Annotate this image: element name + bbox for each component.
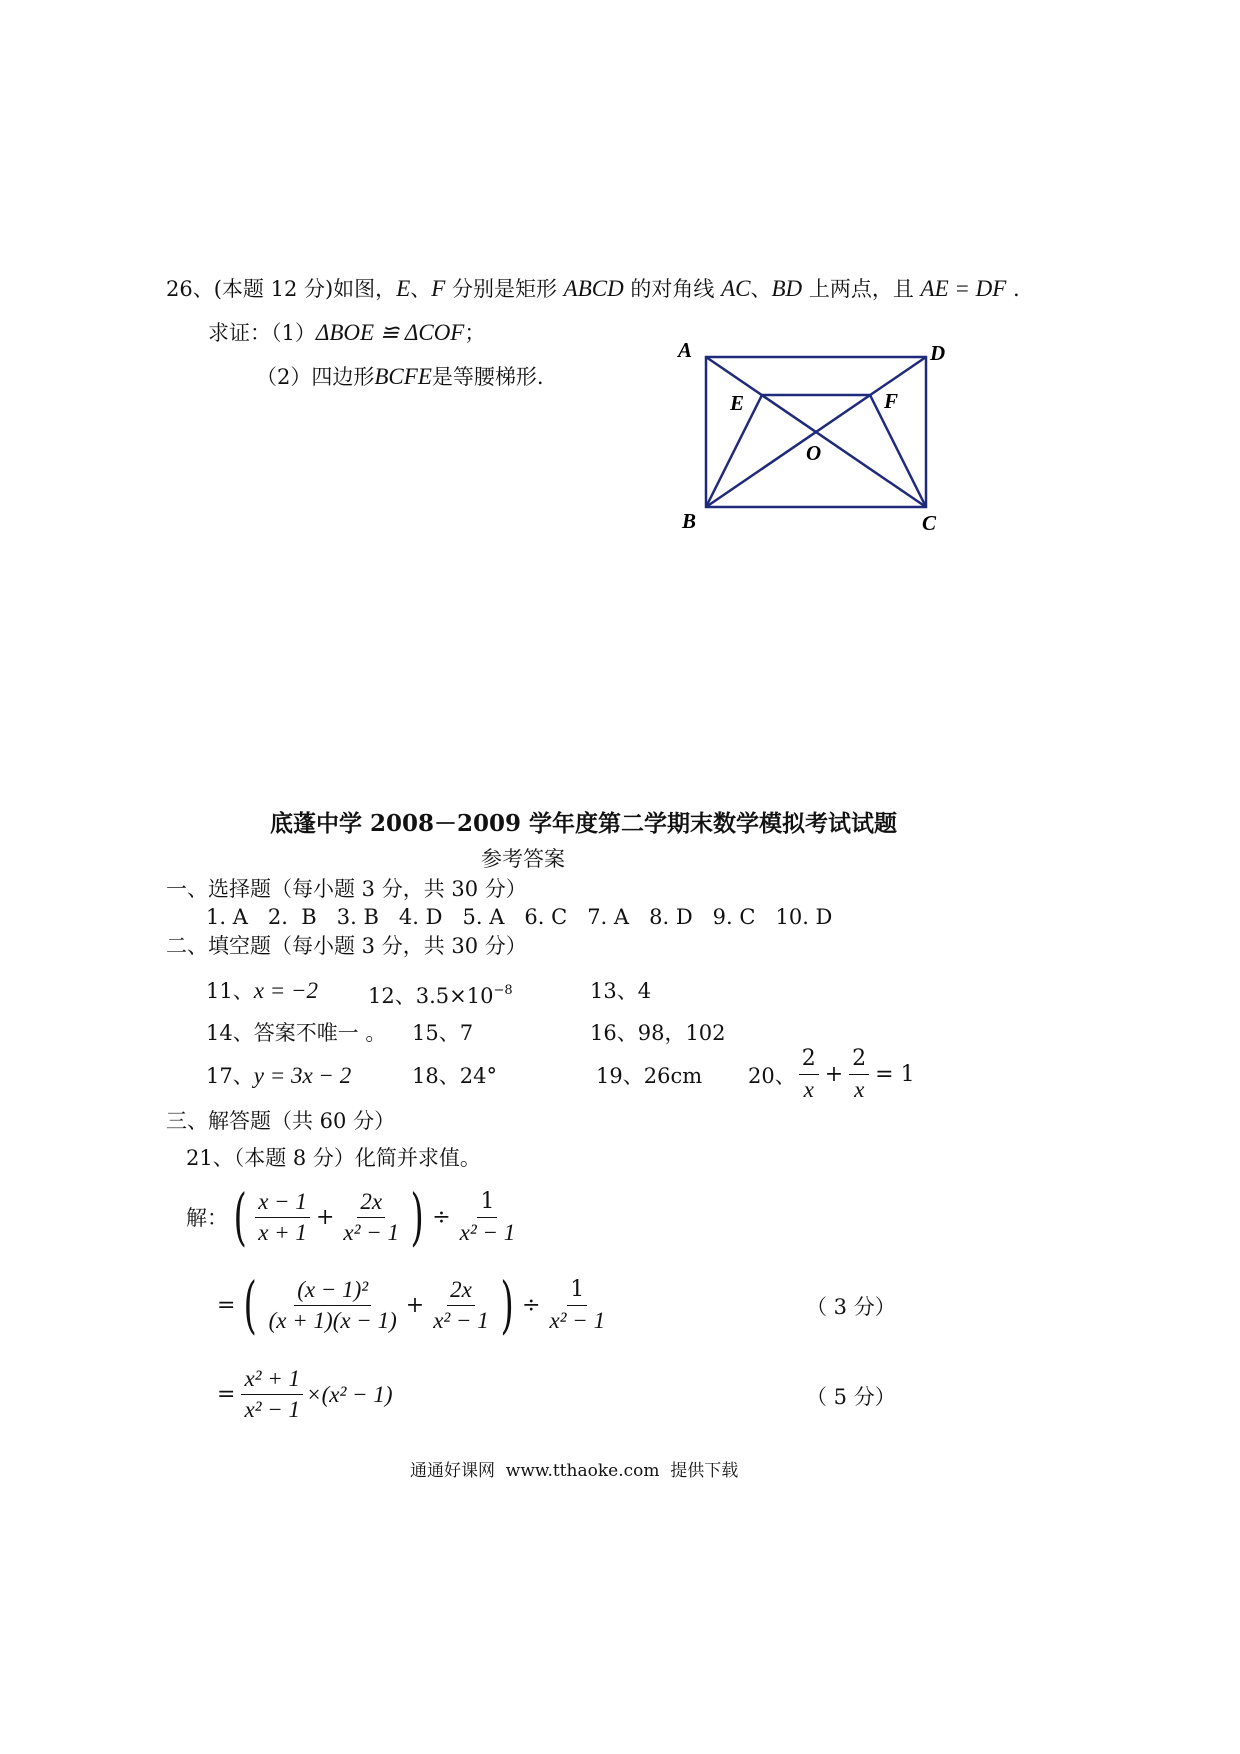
separator: 、	[750, 277, 772, 301]
answer-11-expr: x = −2	[253, 978, 318, 1003]
label-c: C	[922, 511, 937, 535]
right-paren: )	[500, 1268, 514, 1341]
answer-16: 16、98，102	[590, 1021, 726, 1045]
denominator: x² − 1	[244, 1397, 301, 1422]
var-bd: BD	[771, 276, 803, 301]
fraction	[849, 1046, 869, 1103]
prove-1-expr: ΔBOE ≌ ΔCOF	[315, 320, 465, 345]
plus-sign: +	[405, 1292, 425, 1318]
denominator: x² − 1	[433, 1307, 489, 1333]
answer-12-label: 12、	[368, 984, 416, 1008]
answer-17	[206, 1062, 351, 1090]
var-e: E	[396, 276, 411, 301]
answer-subtitle: 参考答案	[481, 847, 565, 871]
fraction	[255, 1189, 310, 1246]
denominator: x + 1	[258, 1219, 307, 1245]
numerator: 2x	[357, 1189, 385, 1218]
answer-15: 15、7	[412, 1021, 474, 1045]
fraction	[266, 1277, 400, 1334]
numerator: x² + 1	[241, 1366, 303, 1395]
numerator: 1	[567, 1277, 587, 1306]
denominator: x	[854, 1077, 865, 1102]
rectangle-figure	[668, 330, 968, 545]
q26-text-mid3: 上两点，且	[802, 277, 921, 301]
score-3: （ 3 分）	[806, 1295, 896, 1319]
label-e: E	[730, 391, 745, 415]
solution-step-3	[214, 1366, 393, 1423]
divide-sign: ÷	[522, 1292, 541, 1318]
answer-11-label: 11、	[206, 979, 254, 1003]
answer-20-label: 20、	[748, 1063, 796, 1088]
var-abcd: ABCD	[563, 276, 624, 301]
answer-17-expr: y = 3x − 2	[253, 1063, 352, 1088]
answer-18: 18、24°	[412, 1064, 497, 1088]
answer-12	[368, 977, 513, 1010]
label-b: B	[682, 509, 697, 533]
label-d: D	[930, 341, 946, 365]
numerator: 2x	[447, 1277, 475, 1306]
label-a: A	[678, 338, 693, 362]
section-2-heading: 二、填空题（每小题 3 分，共 30 分）	[166, 934, 527, 958]
numerator: 1	[477, 1189, 497, 1218]
section-1-heading: 一、选择题（每小题 3 分，共 30 分）	[166, 877, 527, 901]
denominator: x² − 1	[459, 1219, 516, 1245]
question-21: 21、（本题 8 分）化简并求值。	[186, 1146, 481, 1170]
equals-sign: =	[217, 1382, 236, 1407]
right-paren: )	[410, 1180, 424, 1253]
left-paren: (	[243, 1268, 258, 1341]
q26-text-mid: 分别是矩形	[445, 277, 564, 301]
answer-11	[206, 977, 318, 1005]
separator: 、	[410, 277, 432, 301]
numerator: 2	[799, 1046, 819, 1075]
prove-2-end: 是等腰梯形.	[431, 365, 544, 389]
fraction	[241, 1366, 303, 1423]
answer-17-label: 17、	[206, 1064, 254, 1088]
prove-2-prefix: （2）四边形	[256, 365, 375, 389]
times-expr: ×(x² − 1)	[306, 1381, 393, 1407]
prove-prefix: 求证：（1）	[208, 321, 316, 345]
denominator: x² − 1	[343, 1219, 399, 1245]
left-paren: (	[233, 1180, 247, 1253]
answer-13: 13、4	[590, 979, 652, 1003]
var-f: F	[431, 276, 446, 301]
numerator: (x − 1)²	[294, 1277, 371, 1306]
score-5: （ 5 分）	[806, 1385, 896, 1409]
divide-sign: ÷	[432, 1204, 451, 1230]
choice-answers: 1. A 2. B 3. B 4. D 5. A 6. C 7. A 8. D 9. C 10. D	[206, 905, 833, 929]
q26-end: .	[1006, 277, 1020, 301]
q26-prove-2	[256, 363, 544, 391]
fraction	[430, 1277, 492, 1334]
answer-12-exp: −8	[493, 983, 513, 998]
fraction	[546, 1277, 608, 1334]
fraction	[340, 1189, 402, 1246]
plus-sign: +	[824, 1062, 844, 1087]
label-f: F	[884, 389, 899, 413]
prove-1-end: ；	[464, 321, 486, 345]
equals-sign: =	[217, 1292, 236, 1318]
q26-intro: 26、(本题 12 分)如图，	[166, 277, 397, 301]
q26-text-mid2: 的对角线	[623, 277, 722, 301]
var-eq: AE = DF	[920, 276, 1007, 301]
solution-step-1	[186, 1180, 521, 1253]
fraction	[799, 1046, 819, 1103]
label-o: O	[806, 441, 822, 465]
answer-20	[748, 1046, 918, 1103]
fraction	[457, 1189, 519, 1246]
answer-19: 19、26cm	[596, 1064, 703, 1088]
section-3-heading: 三、解答题（共 60 分）	[166, 1109, 396, 1133]
footer-text: 通通好课网 www.tthaoke.com 提供下载	[410, 1461, 739, 1481]
denominator: x	[803, 1077, 814, 1102]
solution-step-2	[214, 1268, 611, 1341]
denominator: (x + 1)(x − 1)	[268, 1307, 397, 1333]
prove-2-var: BCFE	[374, 364, 432, 389]
solution-label: 解：	[186, 1206, 228, 1230]
numerator: x − 1	[255, 1189, 310, 1218]
numerator: 2	[849, 1046, 869, 1075]
answer-title: 底蓬中学 2008－2009 学年度第二学期末数学模拟考试试题	[270, 810, 898, 837]
var-ac: AC	[721, 276, 751, 301]
plus-sign: +	[315, 1204, 335, 1230]
denominator: x² − 1	[549, 1307, 606, 1333]
answer-12-base: 3.5×10	[415, 984, 494, 1008]
answer-14: 14、答案不唯一 。	[206, 1021, 387, 1045]
q26-prove-1	[208, 319, 485, 347]
q26-statement	[166, 275, 1020, 303]
rhs: = 1	[875, 1062, 915, 1087]
